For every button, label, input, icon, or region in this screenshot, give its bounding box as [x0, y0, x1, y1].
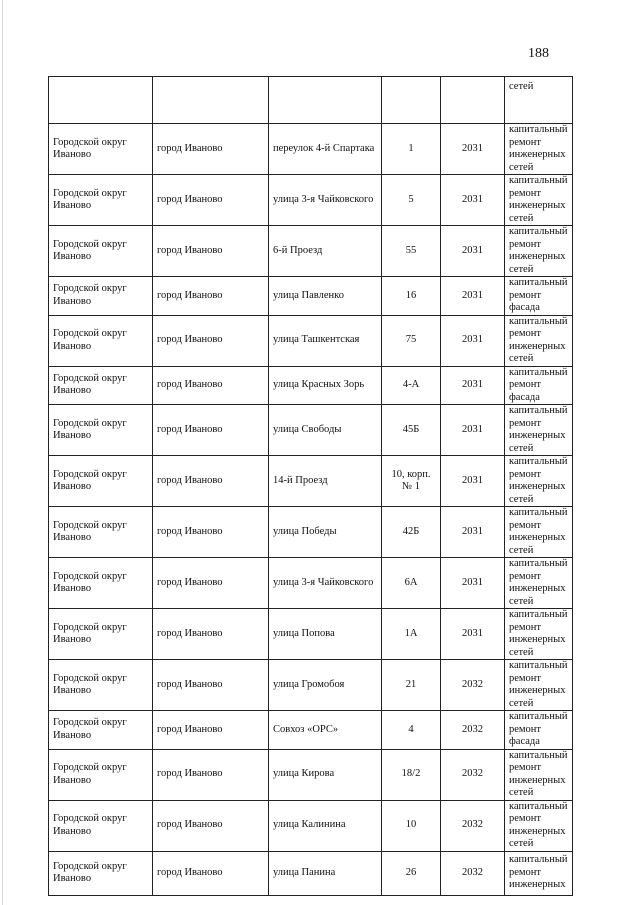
city-cell: город Иваново	[153, 175, 269, 226]
street-cell: улица Ташкентская	[269, 315, 382, 366]
table-row-continued	[49, 77, 573, 124]
district-cell: Городской округ Иваново	[49, 800, 153, 851]
house-cell: 16	[382, 277, 441, 316]
work-cell: капитальный ремонт инженерных сетей	[505, 749, 573, 800]
district-cell: Городской округ Иваново	[49, 124, 153, 175]
street-cell: улица Громобоя	[269, 660, 382, 711]
house-cell: 18/2	[382, 749, 441, 800]
district-cell: Городской округ Иваново	[49, 456, 153, 507]
street-cell: улица Попова	[269, 609, 382, 660]
table-row	[49, 405, 573, 456]
house-cell: 10, корп. № 1	[382, 456, 441, 507]
year-cell: 2031	[441, 609, 505, 660]
year-cell: 2031	[441, 366, 505, 405]
district-cell: Городской округ Иваново	[49, 507, 153, 558]
work-cell: капитальный ремонт инженерных сетей	[505, 405, 573, 456]
district-cell: Городской округ Иваново	[49, 749, 153, 800]
city-cell	[153, 77, 269, 124]
year-cell: 2031	[441, 124, 505, 175]
house-cell: 10	[382, 800, 441, 851]
district-cell: Городской округ Иваново	[49, 366, 153, 405]
work-cell: капитальный ремонт фасада	[505, 366, 573, 405]
house-cell: 75	[382, 315, 441, 366]
year-cell: 2031	[441, 315, 505, 366]
year-cell: 2031	[441, 507, 505, 558]
table-row	[49, 609, 573, 660]
house-cell: 1	[382, 124, 441, 175]
year-cell: 2032	[441, 800, 505, 851]
page-number: 188	[528, 46, 549, 61]
house-cell: 6А	[382, 558, 441, 609]
work-cell: капитальный ремонт инженерных сетей	[505, 226, 573, 277]
table-row	[49, 366, 573, 405]
city-cell: город Иваново	[153, 851, 269, 895]
year-cell: 2032	[441, 749, 505, 800]
work-cell: капитальный ремонт инженерных сетей	[505, 558, 573, 609]
work-cell: капитальный ремонт инженерных сетей	[505, 175, 573, 226]
house-cell: 26	[382, 851, 441, 895]
street-cell: улица Кирова	[269, 749, 382, 800]
street-cell: 6-й Проезд	[269, 226, 382, 277]
year-cell: 2031	[441, 175, 505, 226]
scan-edge-line	[2, 0, 3, 905]
year-cell	[441, 77, 505, 124]
table-row	[49, 800, 573, 851]
city-cell: город Иваново	[153, 609, 269, 660]
city-cell: город Иваново	[153, 315, 269, 366]
street-cell: улица Победы	[269, 507, 382, 558]
table-row	[49, 277, 573, 316]
year-cell: 2032	[441, 711, 505, 750]
district-cell: Городской округ Иваново	[49, 851, 153, 895]
work-cell: капитальный ремонт инженерных сетей	[505, 124, 573, 175]
city-cell: город Иваново	[153, 749, 269, 800]
street-cell: 14-й Проезд	[269, 456, 382, 507]
year-cell: 2032	[441, 660, 505, 711]
district-cell: Городской округ Иваново	[49, 405, 153, 456]
house-cell: 1А	[382, 609, 441, 660]
house-cell	[382, 77, 441, 124]
street-cell: улица Калинина	[269, 800, 382, 851]
year-cell: 2031	[441, 226, 505, 277]
street-cell: улица Панина	[269, 851, 382, 895]
district-cell: Городской округ Иваново	[49, 558, 153, 609]
street-cell: переулок 4-й Спартака	[269, 124, 382, 175]
district-cell: Городской округ Иваново	[49, 175, 153, 226]
district-cell: Городской округ Иваново	[49, 660, 153, 711]
work-cell: капитальный ремонт инженерных сетей	[505, 609, 573, 660]
work-cell: сетей	[505, 77, 573, 124]
year-cell: 2031	[441, 456, 505, 507]
street-cell: Совхоз «ОРС»	[269, 711, 382, 750]
house-cell: 21	[382, 660, 441, 711]
district-cell: Городской округ Иваново	[49, 711, 153, 750]
table-row	[49, 315, 573, 366]
house-cell: 4-А	[382, 366, 441, 405]
table-row	[49, 749, 573, 800]
table-row	[49, 456, 573, 507]
street-cell: улица 3-я Чайковского	[269, 558, 382, 609]
work-cell: капитальный ремонт инженерных сетей	[505, 660, 573, 711]
table-row	[49, 558, 573, 609]
table-row	[49, 851, 573, 895]
street-cell	[269, 77, 382, 124]
district-cell: Городской округ Иваново	[49, 609, 153, 660]
city-cell: город Иваново	[153, 660, 269, 711]
work-cell: капитальный ремонт инженерных	[505, 851, 573, 895]
city-cell: город Иваново	[153, 558, 269, 609]
district-cell	[49, 77, 153, 124]
house-cell: 5	[382, 175, 441, 226]
work-cell: капитальный ремонт инженерных сетей	[505, 456, 573, 507]
city-cell: город Иваново	[153, 124, 269, 175]
city-cell: город Иваново	[153, 366, 269, 405]
street-cell: улица Павленко	[269, 277, 382, 316]
year-cell: 2031	[441, 277, 505, 316]
table-row	[49, 507, 573, 558]
city-cell: город Иваново	[153, 405, 269, 456]
work-cell: капитальный ремонт инженерных сетей	[505, 507, 573, 558]
street-cell: улица Свободы	[269, 405, 382, 456]
house-cell: 4	[382, 711, 441, 750]
table-row	[49, 660, 573, 711]
work-cell: капитальный ремонт фасада	[505, 277, 573, 316]
city-cell: город Иваново	[153, 507, 269, 558]
table-row	[49, 124, 573, 175]
house-cell: 45Б	[382, 405, 441, 456]
city-cell: город Иваново	[153, 800, 269, 851]
district-cell: Городской округ Иваново	[49, 277, 153, 316]
street-cell: улица Красных Зорь	[269, 366, 382, 405]
house-cell: 42Б	[382, 507, 441, 558]
city-cell: город Иваново	[153, 277, 269, 316]
year-cell: 2032	[441, 851, 505, 895]
city-cell: город Иваново	[153, 226, 269, 277]
table-row	[49, 226, 573, 277]
repair-schedule-table	[48, 76, 573, 896]
city-cell: город Иваново	[153, 711, 269, 750]
district-cell: Городской округ Иваново	[49, 226, 153, 277]
table-row	[49, 175, 573, 226]
district-cell: Городской округ Иваново	[49, 315, 153, 366]
street-cell: улица 3-я Чайковского	[269, 175, 382, 226]
work-cell: капитальный ремонт фасада	[505, 711, 573, 750]
house-cell: 55	[382, 226, 441, 277]
year-cell: 2031	[441, 405, 505, 456]
table-row	[49, 711, 573, 750]
year-cell: 2031	[441, 558, 505, 609]
work-cell: капитальный ремонт инженерных сетей	[505, 800, 573, 851]
city-cell: город Иваново	[153, 456, 269, 507]
work-cell: капитальный ремонт инженерных сетей	[505, 315, 573, 366]
